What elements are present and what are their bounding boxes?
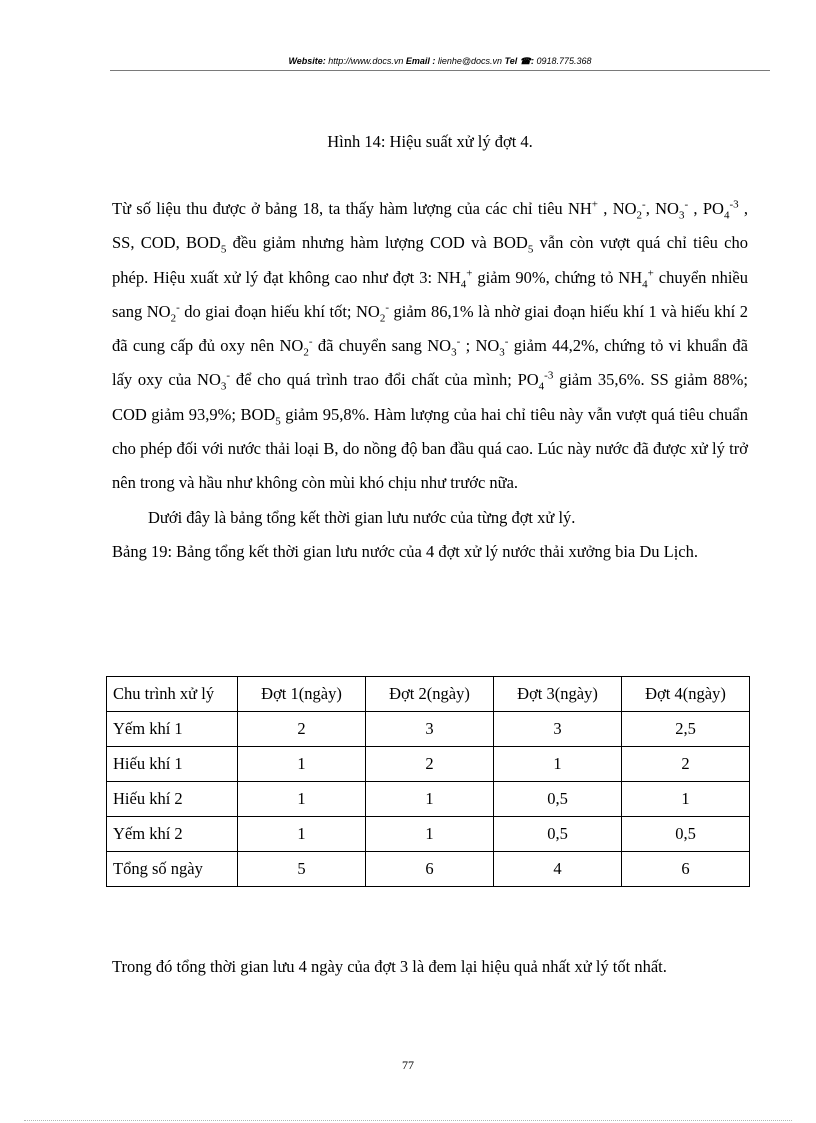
table-cell: 0,5: [494, 817, 622, 852]
table-cell: 3: [494, 712, 622, 747]
table-row-total: [107, 852, 750, 887]
paragraph-1: Từ số liệu thu được ở bảng 18, ta thấy hàm lượng của các chỉ tiêu NH+ , $NO_2^-$, $NO_3^-$ , $PO_4^{-3}$ , SS, COD, $BOD_5$ đều giảm nhưng hàm lượng COD và $BOD_5$ vẫn còn vượt quá chỉ tiêu cho phép. Hiệu xuất xử lý đạt không cao như đợt 3: $NH_4^+$ giảm 90%, chứng tỏ $NH_4^+$ chuyển nhiều sang $NO_2^-$ do giai đoạn hiếu khí tốt; $NO_2^-$ giảm 86,1% là nhờ giai đoạn hiếu khí 1 và hiếu khí 2 đã cung cấp đủ oxy nên $NO_2^-$ đã chuyển sang $NO_3^-$ ; $NO_3^-$ giảm 44,2%, chứng tỏ vi khuẩn đã lấy oxy của $NO_3^-$ để cho quá trình trao đổi chất của mình; $PO_4^{-3}$ giảm 35,6%. SS giảm 88%; COD giảm 93,9%; $BOD_5$ giảm 95,8%. Hàm lượng của hai chỉ tiêu này vẫn vượt quá tiêu chuẩn cho phép đối với nước thải loại B, do nồng độ ban đầu quá cao. Lúc này nước đã được xử lý trở nên trong và hầu như không còn mùi khó chịu như trước nữa.: [112, 198, 749, 493]
table-cell: 0,5: [494, 782, 622, 817]
table-cell: 3: [366, 712, 494, 747]
table-header-row: [107, 677, 750, 712]
website-link[interactable]: http://www.docs.vn: [328, 56, 404, 66]
table-cell: 1: [238, 782, 366, 817]
table-row: [107, 782, 750, 817]
table-row: [107, 712, 750, 747]
paragraph-2: Dưới đây là bảng tổng kết thời gian lưu nước của từng đợt xử lý.: [148, 507, 576, 527]
table-cell: 1: [366, 817, 494, 852]
table-header-cell: Đợt 1(ngày): [238, 677, 366, 712]
table-cell: 5: [238, 852, 366, 887]
table-cell: 1: [238, 747, 366, 782]
table-cell: 6: [366, 852, 494, 887]
analysis-paragraph: [112, 192, 748, 569]
table-cell: 1: [494, 747, 622, 782]
figure-caption: Hình 14: Hiệu suất xử lý đợt 4.: [327, 132, 533, 151]
tel-label: Tel ☎:: [504, 56, 534, 66]
table-cell: 2: [366, 747, 494, 782]
table-header-cell: Đợt 3(ngày): [494, 677, 622, 712]
table-cell: 4: [494, 852, 622, 887]
email-link[interactable]: lienhe@docs.vn: [437, 56, 503, 66]
conclusion-paragraph: Trong đó tổng thời gian lưu 4 ngày của đợt 3 là đem lại hiệu quả nhất xử lý tốt nhất.: [112, 957, 667, 976]
table-cell: Yếm khí 1: [107, 712, 238, 747]
table-cell: 0,5: [622, 817, 750, 852]
page-number: 77: [402, 1058, 414, 1072]
table-cell: Hiếu khí 1: [107, 747, 238, 782]
table-cell: 2,5: [622, 712, 750, 747]
website-label: Website:: [288, 56, 326, 66]
table-header-cell: Đợt 2(ngày): [366, 677, 494, 712]
table-cell: Tổng số ngày: [107, 852, 238, 887]
table-cell: 1: [622, 782, 750, 817]
table-header-cell: Đợt 4(ngày): [622, 677, 750, 712]
table-cell: 6: [622, 852, 750, 887]
table-cell: 2: [622, 747, 750, 782]
tel-value: 0918.775.368: [536, 56, 592, 66]
header-divider: [110, 70, 770, 71]
retention-time-table: [106, 676, 750, 887]
page-header: [110, 56, 770, 67]
table-row: [107, 817, 750, 852]
table-caption: Bảng 19: Bảng tổng kết thời gian lưu nước của 4 đợt xử lý nước thải xưởng bia Du Lịch.: [112, 541, 698, 561]
table-cell: 1: [238, 817, 366, 852]
table-cell: Yếm khí 2: [107, 817, 238, 852]
table-cell: Hiếu khí 2: [107, 782, 238, 817]
email-label: Email :: [405, 56, 436, 66]
table-cell: 1: [366, 782, 494, 817]
page-bottom-border: [24, 1120, 792, 1121]
table-header-cell: Chu trình xử lý: [107, 677, 238, 712]
table-row: [107, 747, 750, 782]
table-cell: 2: [238, 712, 366, 747]
